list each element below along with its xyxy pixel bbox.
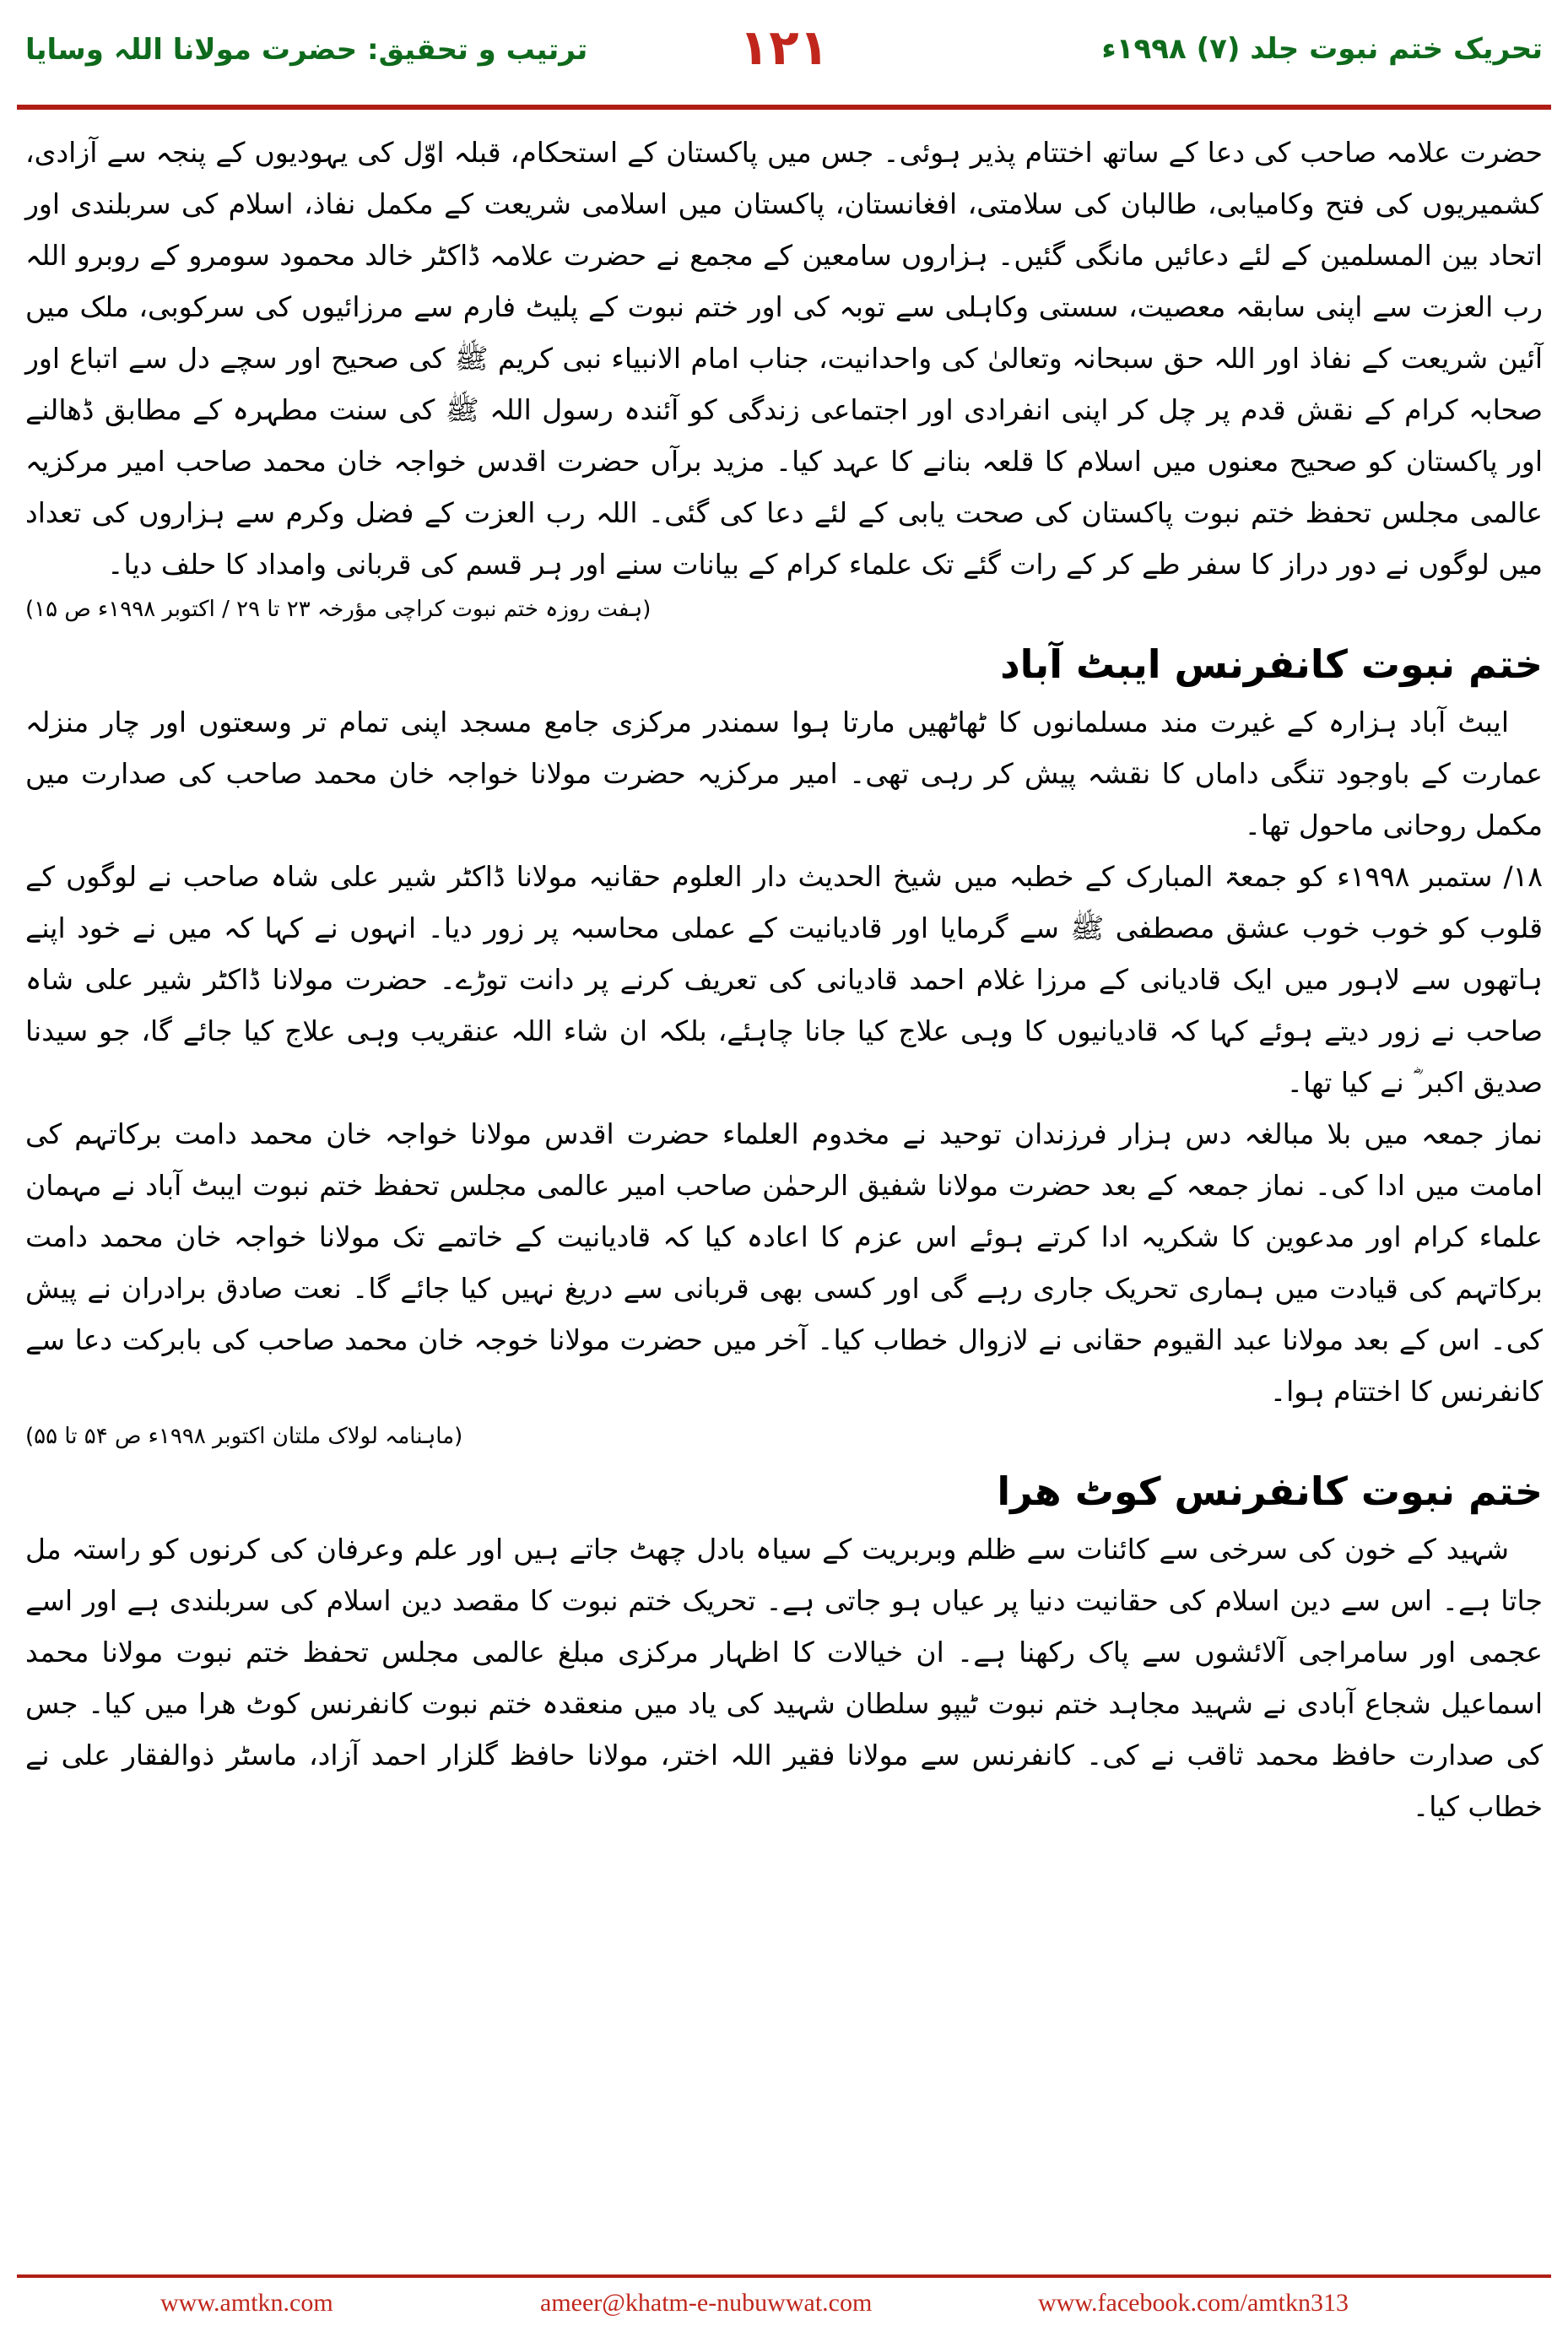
section2-paragraph-1: ایبٹ آباد ہزارہ کے غیرت مند مسلمانوں کا ٹھاٹھیں مارتا ہوا سمندر مرکزی جامع مسجد اپنی تمام تر وسعتوں اور چار منزلہ عمارت کے باوجود تنگی داماں کا نقشہ پیش کر رہی تھی۔ امیر مرکزیہ حضرت مولانا خواجہ خان محمد صاحب کی صدارت میں مکمل روحانی ماحول تھا۔ bbox=[25, 706, 1543, 841]
section2-source: (ماہنامہ لولاک ملتان اکتوبر ۱۹۹۸ء ص ۵۴ تا ۵۵) bbox=[25, 1424, 463, 1449]
page-number: ۱۲۱ bbox=[738, 19, 830, 76]
section2-heading: ختم نبوت کانفرنس ایبٹ آباد bbox=[1000, 641, 1543, 687]
footer-email-link[interactable]: ameer@khatm-e-nubuwwat.com bbox=[540, 2289, 873, 2317]
book-title: تحریک ختم نبوت جلد (۷) ۱۹۹۸ء bbox=[1101, 32, 1543, 66]
page-header bbox=[0, 0, 1568, 118]
section2-paragraph-2: ۱۸/ ستمبر ۱۹۹۸ء کو جمعۃ المبارک کے خطبہ میں شیخ الحدیث دار العلوم حقانیہ مولانا ڈاکٹر شیر علی شاہ صاحب نے لوگوں کے قلوب کو خوب خوب عشق مصطفی ﷺ سے گرمایا اور قادیانیت کے عملی محاسبہ پر زور دیا۔ انہوں نے کہا کہ میں نے خود اپنے ہاتھوں سے لاہور میں ایک قادیانی کے مرزا غلام احمد قادیانی کی تعریف کرنے پر دانت توڑے۔ حضرت مولانا ڈاکٹر شیر علی شاہ صاحب نے زور دیتے ہوئے کہا کہ قادیانیوں کا وہی علاج کیا جانا چاہئے، بلکہ ان شاء اللہ عنقریب وہی علاج کیا جائے گا، جو سیدنا صدیق اکبر ؓ نے کیا تھا۔ bbox=[25, 860, 1544, 1099]
compiler-credit: ترتیب و تحقیق: حضرت مولانا اللہ وسایا bbox=[25, 33, 588, 67]
header-divider bbox=[17, 105, 1551, 110]
footer-facebook-link[interactable]: www.facebook.com/amtkn313 bbox=[1038, 2289, 1349, 2317]
section1-source: (ہفت روزہ ختم نبوت کراچی مؤرخہ ۲۳ تا ۲۹ / اکتوبر ۱۹۹۸ء ص ۱۵) bbox=[25, 597, 652, 622]
footer-website-link[interactable]: www.amtkn.com bbox=[160, 2289, 333, 2317]
section3-paragraph: شہید کے خون کی سرخی سے کائنات سے ظلم وبربریت کے سیاہ بادل چھٹ جاتے ہیں اور علم وعرفان کی کرنوں کو راستہ مل جاتا ہے۔ اس سے دین اسلام کی حقانیت دنیا پر عیاں ہو جاتی ہے۔ تحریک ختم نبوت کا مقصد دین اسلام کی سربلندی ہے اور اسے عجمی اور سامراجی آلائشوں سے پاک رکھنا ہے۔ ان خیالات کا اظہار مرکزی مبلغ عالمی مجلس تحفظ ختم نبوت مولانا محمد اسماعیل شجاع آبادی نے شہید مجاہد ختم نبوت ٹیپو سلطان شہید کی یاد میں منعقدہ ختم نبوت کانفرنس کوٹ ھرا میں کیا۔ جس کی صدارت حافظ محمد ثاقب نے کی۔ کانفرنس سے مولانا فقیر اللہ اختر، مولانا حافظ گلزار احمد آزاد، ماسٹر ذوالفقار علی نے خطاب کیا۔ bbox=[25, 1533, 1543, 1823]
section2-paragraph-3: نماز جمعہ میں بلا مبالغہ دس ہزار فرزندان توحید نے مخدوم العلماء حضرت اقدس مولانا خواجہ خان محمد دامت برکاتہم کی امامت میں ادا کی۔ نماز جمعہ کے بعد حضرت مولانا شفیق الرحمٰن صاحب امیر عالمی مجلس تحفظ ختم نبوت ایبٹ آباد نے مہمان علماء کرام اور مدعوین کا شکریہ ادا کرتے ہوئے اس عزم کا اعادہ کیا کہ قادیانیت کے خاتمے تک مولانا خواجہ خان محمد دامت برکاتہم کی قیادت میں ہماری تحریک جاری رہے گی اور کسی بھی قربانی سے دریغ نہیں کیا جائے گا۔ نعت صادق برادران نے پیش کی۔ اس کے بعد مولانا عبد القیوم حقانی نے لازوال خطاب کیا۔ آخر میں حضرت مولانا خوجہ خان محمد صاحب کی بابرکت دعا سے کانفرنس کا اختتام ہوا۔ bbox=[25, 1117, 1543, 1408]
footer-divider bbox=[17, 2274, 1551, 2278]
page-footer bbox=[0, 2289, 1568, 2331]
section3-heading: ختم نبوت کانفرنس کوٹ ھرا bbox=[997, 1468, 1543, 1514]
section1-paragraph: حضرت علامہ صاحب کی دعا کے ساتھ اختتام پذیر ہوئی۔ جس میں پاکستان کے استحکام، قبلہ اوّل کی یہودیوں کے پنجہ سے آزادی، کشمیریوں کی فتح وکامیابی، طالبان کی سلامتی، افغانستان، پاکستان میں اسلامی شریعت کے مکمل نفاذ، اسلام کی سربلندی اور اتحاد بین المسلمین کے لئے دعائیں مانگی گئیں۔ ہزاروں سامعین کے مجمع نے حضرت علامہ ڈاکٹر خالد محمود سومرو کے روبرو اللہ رب العزت سے اپنی سابقہ معصیت، سستی وکاہلی سے توبہ کی اور ختم نبوت کے پلیٹ فارم سے مرزائیوں کی سرکوبی، ملک میں آئین شریعت کے نفاذ اور اللہ حق سبحانہ وتعالیٰ کی واحدانیت، جناب امام الانبیاء نبی کریم ﷺ کی صحیح اور سچے دل سے اتباع اور صحابہ کرام کے نقش قدم پر چل کر اپنی انفرادی اور اجتماعی زندگی کو آئندہ رسول اللہ ﷺ کی سنت مطہرہ کے مطابق ڈھالنے اور پاکستان کو صحیح معنوں میں اسلام کا قلعہ بنانے کا عہد کیا۔ مزید برآں حضرت اقدس خواجہ خان محمد صاحب امیر مرکزیہ عالمی مجلس تحفظ ختم نبوت پاکستان کی صحت یابی کے لئے دعا کی گئی۔ اللہ رب العزت کے فضل وکرم سے ہزاروں کی تعداد میں لوگوں نے دور دراز کا سفر طے کر کے رات گئے تک علماء کرام کے بیانات سنے اور ہر قسم کی قربانی وامداد کا حلف دیا۔ bbox=[25, 136, 1543, 581]
article-body bbox=[25, 127, 1543, 1832]
